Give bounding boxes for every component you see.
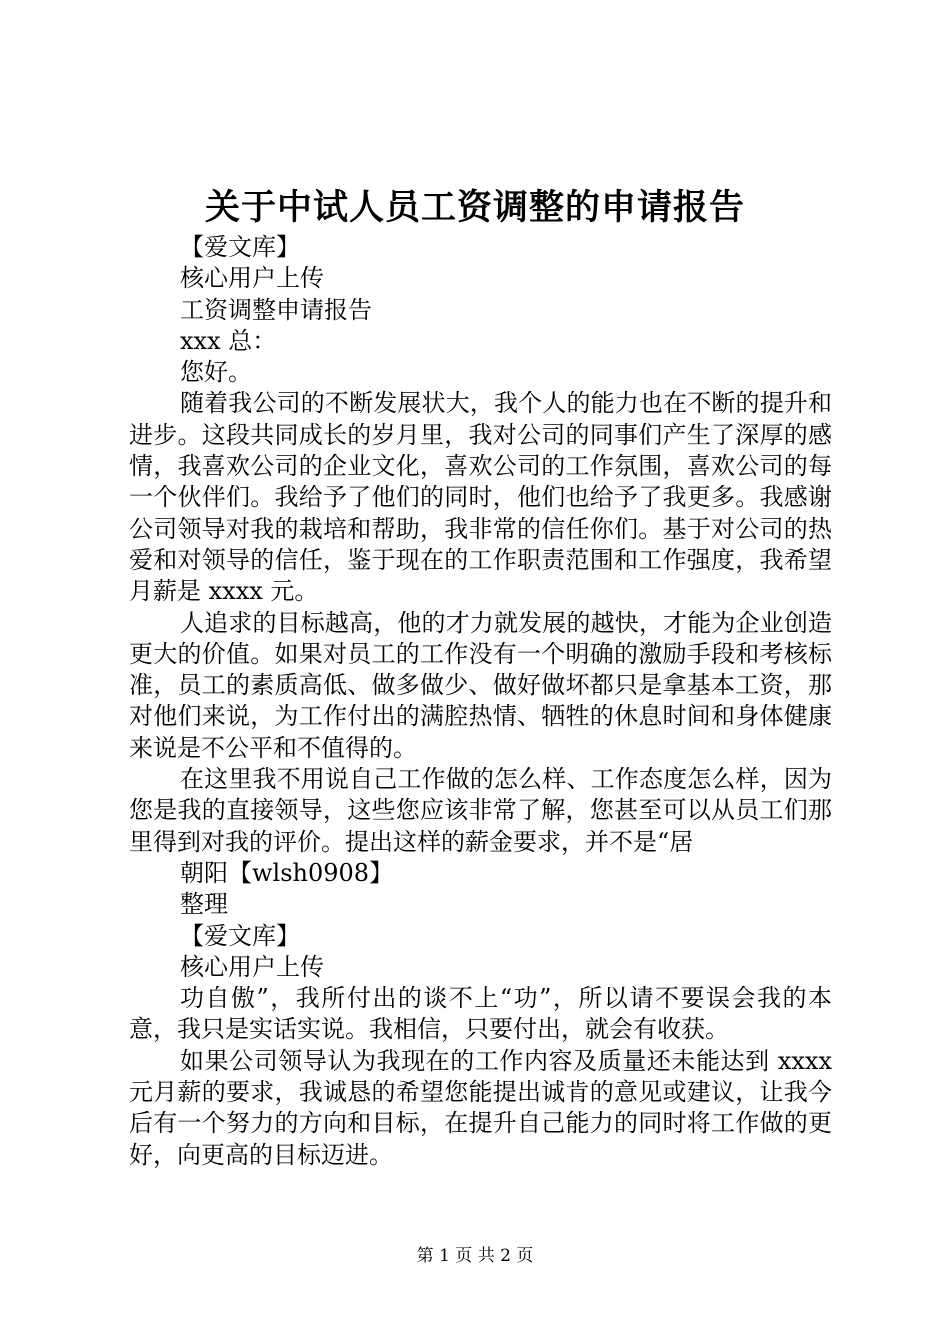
paragraph-2: 人追求的目标越高，他的才力就发展的越快，才能为企业创造更大的价值。如果对员工的工作没有一个明确的激励手段和考核标准，员工的素质高低、做多做少、做好做坏都只是拿基本工资，那对他们来说，为工作付出的满腔热情、牺牲的休息时间和身体健康来说是不公平和不值得的。 — [129, 608, 832, 762]
paragraph-4: 功自傲”，我所付出的谈不上“功”，所以请不要误会我的本意，我只是实话实说。我相信，只要付出，就会有收获。 — [129, 984, 832, 1044]
upload-note-2: 核心用户上传 — [180, 952, 324, 981]
source-label-2: 【爱文库】 — [180, 921, 300, 950]
upload-note: 核心用户上传 — [180, 264, 324, 293]
page-footer: 第 1 页 共 2 页 — [416, 1246, 534, 1266]
document-title: 关于中试人员工资调整的申请报告 — [204, 187, 745, 228]
paragraph-3: 在这里我不用说自己工作做的怎么样、工作态度怎么样，因为您是我的直接领导，这些您应该非常了解，您甚至可以从员工们那里得到对我的评价。提出这样的薪金要求，并不是“居 — [129, 765, 832, 856]
organizer-line: 朝阳【wlsh0908】 — [180, 858, 394, 887]
source-label: 【爱文库】 — [180, 233, 300, 261]
greeting: 您好。 — [180, 358, 252, 387]
paragraph-1: 随着我公司的不断发展状大，我个人的能力也在不断的提升和进步。这段共同成长的岁月里，我对公司的同事们产生了深厚的感情，我喜欢公司的企业文化，喜欢公司的工作氛围，喜欢公司的每一个伙伴们。我给予了他们的同时，他们也给予了我更多。我感谢公司领导对我的栽培和帮助，我非常的信任你们。基于对公司的热爱和对领导的信任，鉴于现在的工作职责范围和工作强度，我希望月薪是 xxxx 元。 — [129, 389, 832, 606]
document-body — [129, 232, 832, 1171]
paragraph-5: 如果公司领导认为我现在的工作内容及质量还未能达到 xxxx 元月薪的要求，我诚恳的希望您能提出诚肯的意见或建议，让我今后有一个努力的方向和目标，在提升自己能力的同时将工作做的更好，向更高的目标迈进。 — [129, 1046, 832, 1169]
salutation: xxx 总： — [180, 326, 277, 355]
organize-label: 整理 — [180, 890, 228, 919]
report-subject: 工资调整申请报告 — [180, 295, 372, 324]
